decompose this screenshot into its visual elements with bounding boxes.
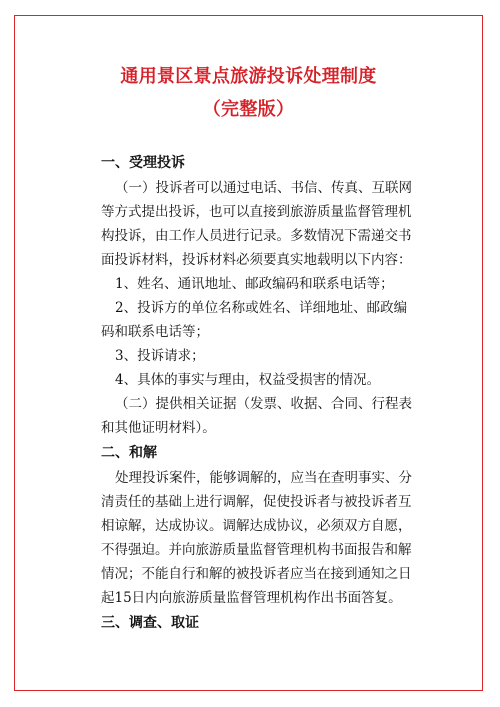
document-title: 通用景区景点旅游投诉处理制度 <box>120 66 377 87</box>
section-heading: 一、受理投诉 <box>101 155 185 171</box>
paragraph: 1、姓名、通讯地址、邮政编码和联系电话等； <box>115 276 394 292</box>
section-accept-complaints <box>101 150 417 440</box>
paragraph: 4、具体的事实与理由，权益受损害的情况。 <box>115 372 381 388</box>
paragraph: （一）投诉者可以通过电话、书信、传真、互联网等方式提出投诉，也可以直接到旅游质量监督管理机构投诉，由工作人员进行记录。多数情况下需递交书面投诉材料，投诉材料必须要真实地载明以下内容： <box>101 180 412 268</box>
section-reconciliation <box>101 440 417 610</box>
paragraph: 3、投诉请求； <box>115 348 205 364</box>
document-body <box>101 150 417 636</box>
section-investigation <box>101 610 417 636</box>
document-subtitle: （完整版） <box>202 99 295 120</box>
paragraph: 处理投诉案件，能够调解的，应当在查明事实、分清责任的基础上进行调解，促使投诉者与被投诉者互相谅解，达成协议。调解达成协议，必须双方自愿，不得强迫。并向旅游质量监督管理机构书面报告和解情况；不能自行和解的被投诉者应当在接到通知之日起15日内向旅游质量监督管理机构作出书面答复。 <box>101 470 412 606</box>
section-heading: 二、和解 <box>101 445 157 461</box>
section-heading: 三、调查、取证 <box>101 615 199 631</box>
paragraph: 2、投诉方的单位名称或姓名、详细地址、邮政编码和联系电话等； <box>101 300 408 340</box>
paragraph: （二）提供相关证据（发票、收据、合同、行程表和其他证明材料）。 <box>101 396 412 436</box>
